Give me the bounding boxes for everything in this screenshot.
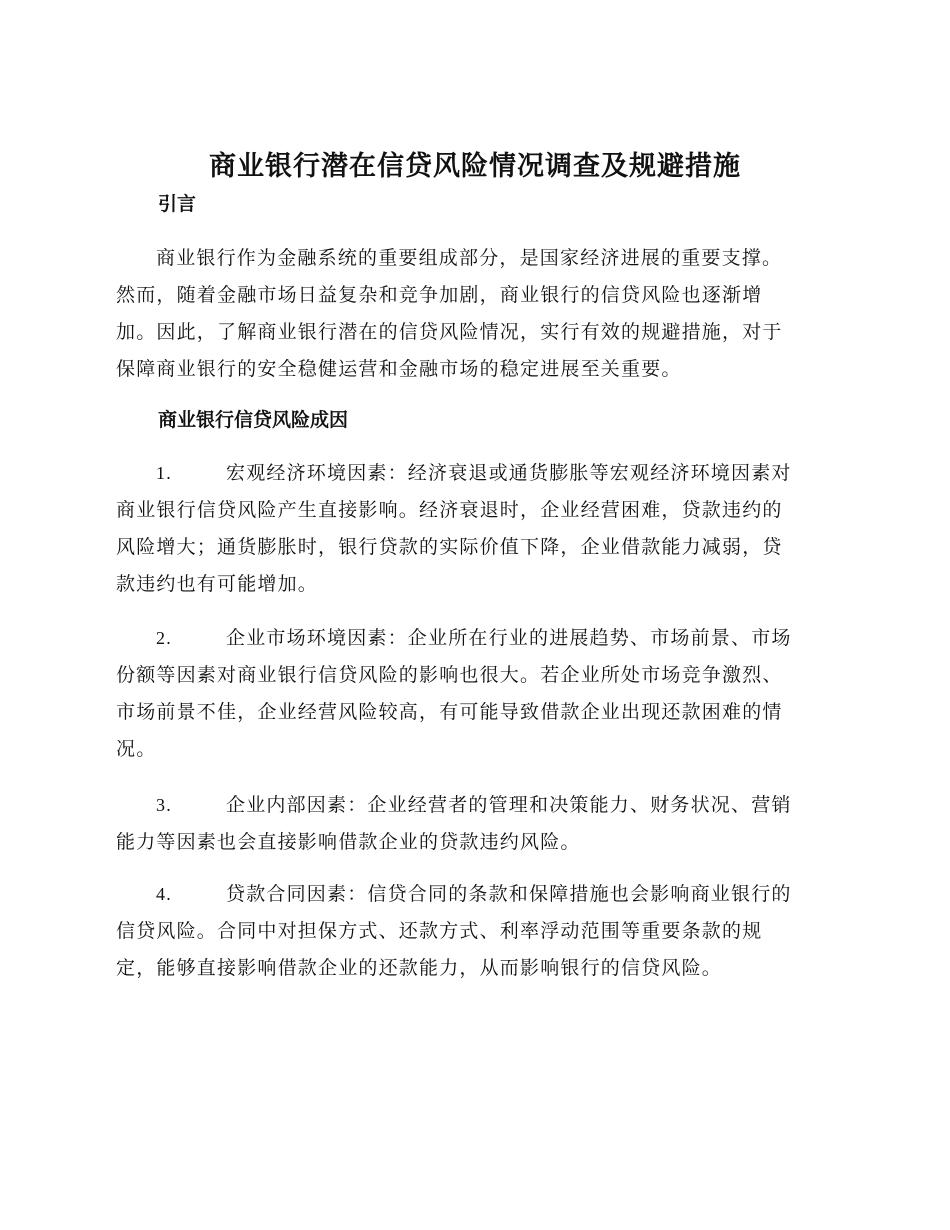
document-title: 商业银行潜在信贷风险情况调查及规避措施	[209, 151, 741, 182]
list-item-number: 2.	[156, 628, 172, 648]
list-item-first-line	[116, 787, 832, 824]
list-item-number: 3.	[156, 795, 172, 815]
intro-heading: 引言	[158, 193, 197, 215]
paragraph-line: 企业市场环境因素：企业所在行业的进展趋势、市场前景、市场	[226, 627, 792, 649]
paragraph-line: 款违约也有可能增加。	[116, 573, 319, 595]
causes-heading: 商业银行信贷风险成因	[158, 409, 349, 431]
paragraph-line: 宏观经济环境因素：经济衰退或通货膨胀等宏观经济环境因素对	[226, 462, 792, 484]
paragraph-line: 风险增大；通货膨胀时，银行贷款的实际价值下降，企业借款能力减弱，贷	[116, 536, 783, 558]
paragraph-line: 然而，随着金融市场日益复杂和竞争加剧，商业银行的信贷风险也逐渐增	[116, 284, 763, 306]
paragraph-line: 份额等因素对商业银行信贷风险的影响也很大。若企业所处市场竞争激烈、	[116, 664, 783, 686]
paragraph-line: 贷款合同因素：信贷合同的条款和保障措施也会影响商业银行的	[226, 883, 792, 905]
list-item-first-line	[116, 876, 832, 913]
paragraph-line: 商业银行信贷风险产生直接影响。经济衰退时，企业经营困难，贷款违约的	[116, 499, 783, 521]
paragraph-line: 商业银行作为金融系统的重要组成部分，是国家经济进展的重要支撑。	[156, 247, 783, 269]
paragraph-line: 保障商业银行的安全稳健运营和金融市场的稳定进展至关重要。	[116, 358, 682, 380]
paragraph-line: 市场前景不佳，企业经营风险较高，有可能导致借款企业出现还款困难的情	[116, 701, 783, 723]
paragraph-line: 企业内部因素：企业经营者的管理和决策能力、财务状况、营销	[226, 794, 792, 816]
list-item	[116, 876, 832, 987]
list-item-first-line	[116, 455, 832, 492]
paragraph-line: 加。因此，了解商业银行潜在的信贷风险情况，实行有效的规避措施，对于	[116, 321, 783, 343]
paragraph-line: 信贷风险。合同中对担保方式、还款方式、利率浮动范围等重要条款的规	[116, 920, 763, 942]
paragraph-line: 况。	[116, 738, 157, 760]
list-item	[116, 620, 832, 768]
paragraph-line: 定，能够直接影响借款企业的还款能力，从而影响银行的信贷风险。	[116, 957, 723, 979]
paragraph-line: 能力等因素也会直接影响借款企业的贷款违约风险。	[116, 831, 581, 853]
list-item-number: 4.	[156, 884, 172, 904]
intro-paragraph	[116, 240, 832, 388]
list-item-number: 1.	[156, 463, 172, 483]
list-item-first-line	[116, 620, 832, 657]
list-item	[116, 455, 832, 603]
list-item	[116, 787, 832, 861]
